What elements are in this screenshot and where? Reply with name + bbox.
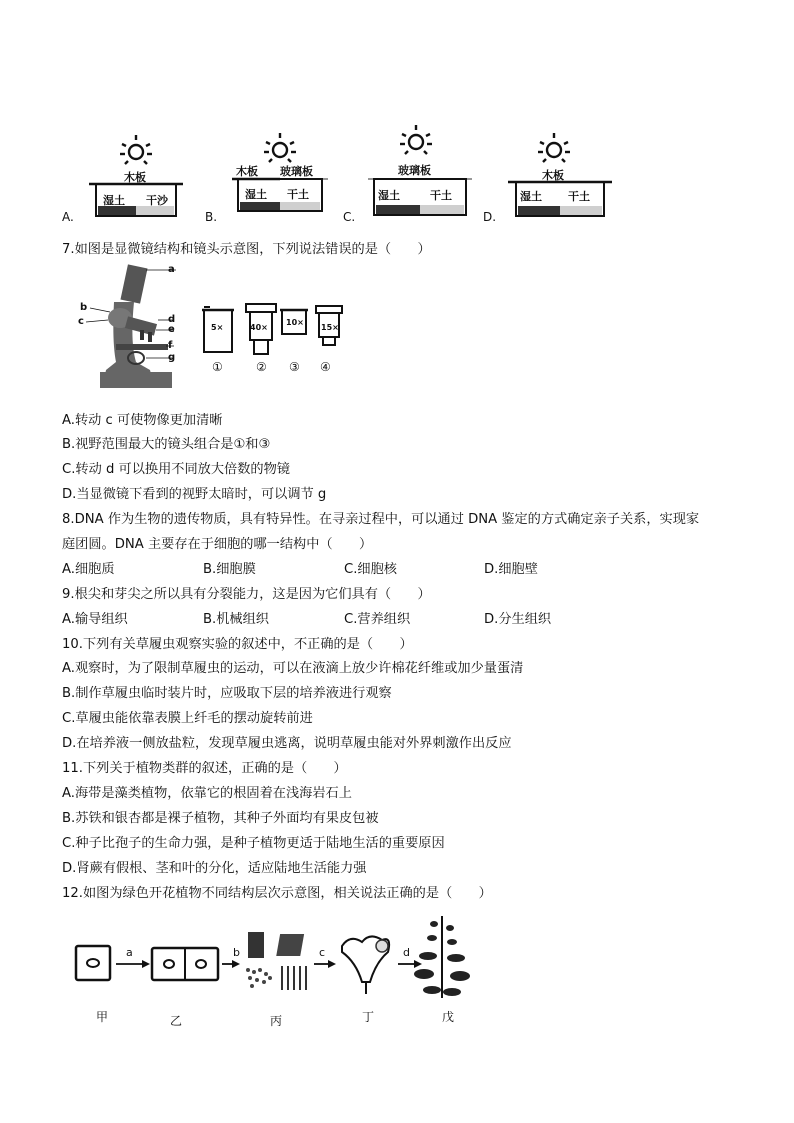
microscope-label-a: a [168, 264, 175, 275]
q9-option-a: A.输导组织 [62, 612, 128, 627]
plant-structure-diagram [70, 912, 490, 1008]
option-letter: A. [62, 210, 74, 224]
q9-stem: 9.根尖和芽尖之所以具有分裂能力，这是因为它们具有（ ） [62, 587, 431, 602]
option-letter: C. [343, 210, 356, 224]
caption-yi: 乙 [170, 1014, 183, 1028]
q8-option-b: B.细胞膜 [203, 562, 256, 577]
sun-icon [536, 132, 572, 166]
arrow-label-c: c [319, 946, 326, 959]
sun-icon [262, 132, 298, 166]
q10-option-b: B.制作草履虫临时装片时，应吸取下层的培养液进行观察 [62, 686, 392, 701]
lens-mark-3: 10× [286, 318, 304, 327]
q10-stem: 10.下列有关草履虫观察实验的叙述中，不正确的是（ ） [62, 637, 413, 652]
lens-number-1: ① [212, 360, 223, 374]
caption-wu: 戊 [442, 1010, 455, 1024]
lens-mark-1: 5× [211, 323, 224, 332]
q12-stem: 12.如图为绿色开花植物不同结构层次示意图，相关说法正确的是（ ） [62, 886, 492, 901]
microscope-label-c: c [78, 316, 84, 327]
q11-option-c: C.种子比孢子的生命力强，是种子植物更适于陆地生活的重要原因 [62, 836, 445, 851]
q8-option-a: A.细胞质 [62, 562, 115, 577]
q10-option-a: A.观察时，为了限制草履虫的运动，可以在液滴上放少许棉花纤维或加少量蛋清 [62, 661, 524, 676]
lens-number-2: ② [256, 360, 267, 374]
microscope-label-f: f [168, 340, 173, 351]
top-cover-right-label: 玻璃板 [280, 165, 313, 178]
top-cover-label: 玻璃板 [398, 164, 431, 177]
top-cover-left-label: 木板 [236, 165, 258, 178]
q7-stem: 7.如图是显微镜结构和镜头示意图，下列说法错误的是（ ） [62, 242, 431, 257]
left-soil-label: 湿土 [520, 190, 542, 203]
q9-option-d: D.分生组织 [484, 612, 552, 627]
lens-mark-2: 40× [250, 323, 268, 332]
q7-option-b: B.视野范围最大的镜头组合是①和③ [62, 437, 271, 452]
microscope-label-e: e [168, 324, 175, 335]
q11-stem: 11.下列关于植物类群的叙述，正确的是（ ） [62, 761, 347, 776]
q11-option-a: A.海带是藻类植物，依靠它的根固着在浅海岩石上 [62, 786, 352, 801]
right-soil-label: 干土 [430, 189, 452, 202]
left-soil-label: 湿土 [378, 189, 400, 202]
microscope-label-g: g [168, 352, 176, 363]
lens-mark-4: 15× [321, 323, 339, 332]
sun-icon [118, 134, 154, 168]
q8-option-c: C.细胞核 [344, 562, 397, 577]
q7-option-c: C.转动 d 可以换用不同放大倍数的物镜 [62, 462, 290, 477]
q8-stem-line2: 庭团圆。DNA 主要存在于细胞的哪一结构中（ ） [62, 537, 373, 552]
lens-number-3: ③ [289, 360, 300, 374]
q8-stem-line1: 8.DNA 作为生物的遗传物质，具有特异性。在寻亲过程中，可以通过 DNA 鉴定的方式确定亲子关系，实现家 [62, 512, 700, 527]
q7-option-a: A.转动 c 可使物像更加清晰 [62, 413, 223, 428]
q9-option-c: C.营养组织 [344, 612, 411, 627]
arrow-label-a: a [126, 946, 133, 959]
right-soil-label: 干沙 [146, 194, 168, 207]
microscope-label-d: d [168, 314, 176, 325]
q8-option-d: D.细胞壁 [484, 562, 538, 577]
left-soil-label: 湿土 [245, 188, 267, 201]
q10-option-c: C.草履虫能依靠表膜上纤毛的摆动旋转前进 [62, 711, 313, 726]
sun-icon [398, 124, 434, 158]
microscope-label-b: b [80, 302, 88, 313]
left-soil-label: 湿土 [103, 194, 125, 207]
arrow-label-d: d [403, 946, 410, 959]
top-cover-label: 木板 [542, 169, 564, 182]
q10-option-d: D.在培养液一侧放盐粒，发现草履虫逃离，说明草履虫能对外界刺激作出反应 [62, 736, 512, 751]
lens-number-4: ④ [320, 360, 331, 374]
q11-option-b: B.苏铁和银杏都是裸子植物，其种子外面均有果皮包被 [62, 811, 379, 826]
option-letter: B. [205, 210, 218, 224]
q9-option-b: B.机械组织 [203, 612, 269, 627]
caption-ding: 丁 [362, 1010, 375, 1024]
q7-option-d: D.当显微镜下看到的视野太暗时，可以调节 g [62, 487, 327, 502]
right-soil-label: 干土 [568, 190, 590, 203]
soil-box-diagram [86, 180, 186, 220]
right-soil-label: 干土 [287, 188, 309, 201]
option-letter: D. [483, 210, 497, 224]
caption-bing: 丙 [270, 1014, 283, 1028]
top-cover-label: 木板 [124, 171, 146, 184]
arrow-label-b: b [233, 946, 240, 959]
caption-jia: 甲 [96, 1010, 109, 1024]
q11-option-d: D.肾蕨有假根、茎和叶的分化，适应陆地生活能力强 [62, 861, 367, 876]
